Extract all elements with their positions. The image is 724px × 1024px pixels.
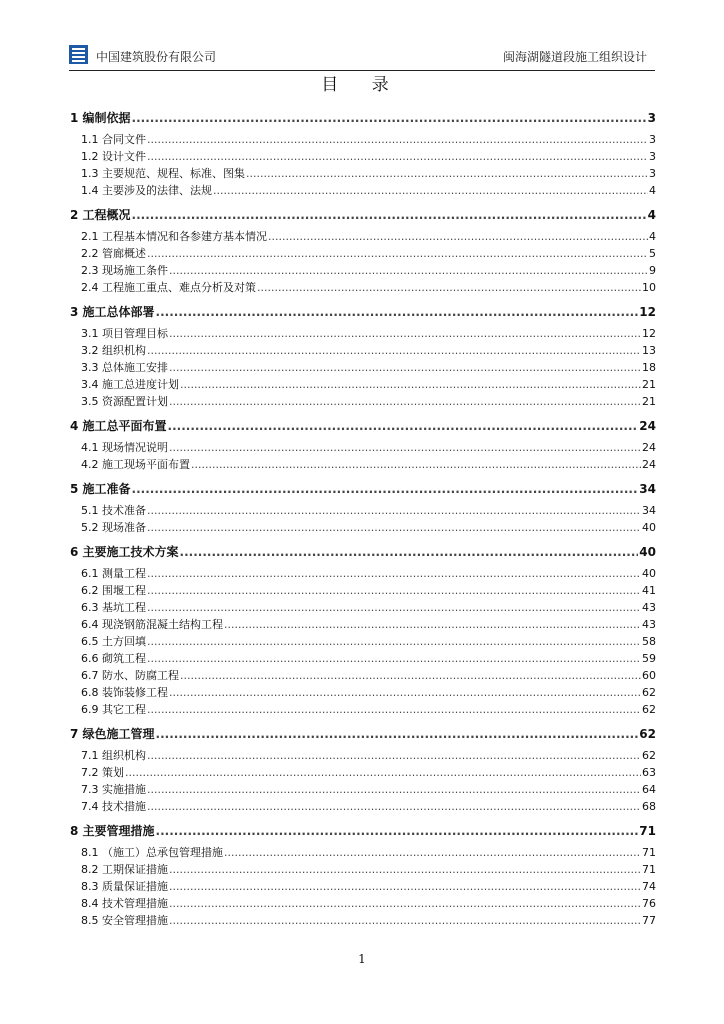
toc-entry-page: 41 — [642, 584, 656, 597]
toc-entry-title: 8.2 工期保证措施 — [81, 863, 168, 876]
toc-entry-page: 3 — [649, 150, 656, 163]
toc-entry-title: 6.2 围堰工程 — [81, 584, 146, 597]
toc-entry-level1[interactable] — [70, 205, 656, 226]
toc-entry-level1[interactable] — [70, 724, 656, 745]
toc-section — [70, 724, 656, 815]
toc-entry-level2[interactable] — [70, 747, 656, 764]
toc-entry-level1[interactable] — [70, 416, 656, 437]
dot-leader — [257, 279, 641, 296]
toc-entry-title: 6.4 现浇钢筋混凝土结构工程 — [81, 618, 223, 631]
toc-entry-page: 71 — [642, 846, 656, 859]
toc-entry-page: 10 — [642, 281, 656, 294]
toc-entry-title: 8.1 （施工）总承包管理措施 — [81, 846, 223, 859]
dot-leader — [169, 684, 641, 701]
toc-entry-page: 40 — [642, 521, 656, 534]
toc-entry-level1[interactable] — [70, 821, 656, 842]
toc-entry-page: 43 — [642, 618, 656, 631]
toc-entry-level2[interactable] — [70, 228, 656, 245]
toc-entry-page: 43 — [642, 601, 656, 614]
toc-entry-title: 3.4 施工总进度计划 — [81, 378, 179, 391]
toc-entry-level2[interactable] — [70, 912, 656, 929]
toc-entry-title: 1.3 主要规范、规程、标准、图集 — [81, 167, 245, 180]
toc-entry-title: 1.4 主要涉及的法律、法规 — [81, 184, 212, 197]
toc-entry-level2[interactable] — [70, 764, 656, 781]
toc-entry-page: 34 — [639, 482, 656, 496]
dot-leader — [147, 131, 648, 148]
toc-entry-page: 77 — [642, 914, 656, 927]
toc-entry-title: 3 施工总体部署 — [70, 305, 155, 319]
toc-entry-level1[interactable] — [70, 479, 656, 500]
toc-entry-title: 7.3 实施措施 — [81, 783, 146, 796]
toc-entry-level2[interactable] — [70, 861, 656, 878]
toc-entry-level2[interactable] — [70, 667, 656, 684]
toc-entry-title: 6.3 基坑工程 — [81, 601, 146, 614]
toc-entry-title: 8.4 技术管理措施 — [81, 897, 168, 910]
dot-leader — [132, 205, 647, 226]
toc-entry-title: 2.4 工程施工重点、难点分析及对策 — [81, 281, 256, 294]
dot-leader — [147, 245, 648, 262]
toc-entry-level2[interactable] — [70, 439, 656, 456]
toc-entry-title: 3.1 项目管理目标 — [81, 327, 168, 340]
toc-entry-page: 4 — [649, 230, 656, 243]
toc-entry-page: 5 — [649, 247, 656, 260]
dot-leader — [168, 416, 639, 437]
toc-entry-page: 24 — [642, 441, 656, 454]
dot-leader — [147, 781, 641, 798]
toc-entry-title: 6.8 装饰装修工程 — [81, 686, 168, 699]
toc-entry-title: 5.1 技术准备 — [81, 504, 146, 517]
toc-entry-page: 18 — [642, 361, 656, 374]
toc-entry-level2[interactable] — [70, 502, 656, 519]
toc-entry-title: 7.4 技术措施 — [81, 800, 146, 813]
toc-entry-page: 40 — [639, 545, 656, 559]
toc-section — [70, 108, 656, 199]
dot-leader — [191, 456, 641, 473]
toc-entry-title: 8 主要管理措施 — [70, 824, 155, 838]
toc-entry-title: 4.1 现场情况说明 — [81, 441, 168, 454]
toc-entry-page: 12 — [642, 327, 656, 340]
dot-leader — [147, 798, 641, 815]
toc-entry-level2[interactable] — [70, 565, 656, 582]
dot-leader — [132, 479, 639, 500]
toc-entry-page: 24 — [639, 419, 656, 433]
toc-entry-title: 1.2 设计文件 — [81, 150, 146, 163]
toc-entry-level2[interactable] — [70, 131, 656, 148]
dot-leader — [169, 393, 641, 410]
toc-entry-page: 74 — [642, 880, 656, 893]
dot-leader — [147, 650, 641, 667]
table-of-contents — [70, 108, 656, 935]
toc-entry-level1[interactable] — [70, 542, 656, 563]
toc-entry-level1[interactable] — [70, 302, 656, 323]
dot-leader — [156, 302, 639, 323]
toc-entry-level2[interactable] — [70, 376, 656, 393]
toc-entry-page: 4 — [647, 208, 656, 222]
document-title: 闽海湖隧道段施工组织设计 — [502, 50, 647, 64]
dot-leader — [156, 821, 639, 842]
toc-entry-level2[interactable] — [70, 393, 656, 410]
toc-entry-level2[interactable] — [70, 684, 656, 701]
toc-entry-page: 40 — [642, 567, 656, 580]
toc-entry-page: 21 — [642, 395, 656, 408]
dot-leader — [147, 342, 641, 359]
toc-entry-level2[interactable] — [70, 148, 656, 165]
toc-entry-page: 12 — [639, 305, 656, 319]
toc-entry-level2[interactable] — [70, 279, 656, 296]
dot-leader — [169, 861, 641, 878]
toc-entry-page: 3 — [649, 167, 656, 180]
toc-entry-level2[interactable] — [70, 342, 656, 359]
dot-leader — [169, 439, 641, 456]
toc-entry-page: 58 — [642, 635, 656, 648]
toc-entry-page: 4 — [649, 184, 656, 197]
dot-leader — [169, 912, 641, 929]
toc-entry-page: 68 — [642, 800, 656, 813]
toc-entry-level2[interactable] — [70, 582, 656, 599]
toc-entry-title: 2 工程概况 — [70, 208, 131, 222]
toc-entry-page: 34 — [642, 504, 656, 517]
dot-leader — [169, 878, 641, 895]
toc-entry-title: 6.5 土方回填 — [81, 635, 146, 648]
dot-leader — [180, 667, 641, 684]
toc-entry-level2[interactable] — [70, 650, 656, 667]
dot-leader — [147, 502, 641, 519]
toc-entry-title: 3.3 总体施工安排 — [81, 361, 168, 374]
dot-leader — [125, 764, 641, 781]
toc-section — [70, 479, 656, 536]
dot-leader — [147, 148, 648, 165]
dot-leader — [147, 633, 641, 650]
toc-entry-level2[interactable] — [70, 182, 656, 199]
toc-entry-page: 71 — [642, 863, 656, 876]
toc-entry-level2[interactable] — [70, 895, 656, 912]
dot-leader — [147, 519, 641, 536]
toc-entry-title: 3.2 组织机构 — [81, 344, 146, 357]
toc-entry-level2[interactable] — [70, 599, 656, 616]
toc-entry-level1[interactable] — [70, 108, 656, 129]
toc-entry-level2[interactable] — [70, 701, 656, 718]
toc-entry-title: 1.1 合同文件 — [81, 133, 146, 146]
dot-leader — [169, 895, 641, 912]
toc-entry-page: 60 — [642, 669, 656, 682]
toc-entry-title: 2.2 管廊概述 — [81, 247, 146, 260]
toc-entry-title: 3.5 资源配置计划 — [81, 395, 168, 408]
toc-entry-page: 59 — [642, 652, 656, 665]
toc-entry-title: 2.3 现场施工条件 — [81, 264, 168, 277]
dot-leader — [224, 844, 641, 861]
toc-heading: 目 录 — [321, 75, 403, 95]
company-logo-icon — [69, 45, 88, 64]
toc-entry-page: 62 — [639, 727, 656, 741]
toc-entry-title: 5 施工准备 — [70, 482, 131, 496]
toc-entry-level2[interactable] — [70, 878, 656, 895]
toc-section — [70, 542, 656, 718]
page-number: 1 — [358, 952, 366, 966]
toc-entry-title: 2.1 工程基本情况和各参建方基本情况 — [81, 230, 267, 243]
company-name: 中国建筑股份有限公司 — [96, 50, 217, 64]
toc-entry-level2[interactable] — [70, 633, 656, 650]
toc-section — [70, 416, 656, 473]
dot-leader — [213, 182, 648, 199]
toc-entry-level2[interactable] — [70, 325, 656, 342]
toc-entry-title: 7.2 策划 — [81, 766, 124, 779]
toc-entry-title: 6.6 砌筑工程 — [81, 652, 146, 665]
toc-entry-title: 6.1 测量工程 — [81, 567, 146, 580]
dot-leader — [147, 582, 641, 599]
toc-entry-level2[interactable] — [70, 844, 656, 861]
dot-leader — [224, 616, 641, 633]
toc-entry-page: 24 — [642, 458, 656, 471]
toc-entry-level2[interactable] — [70, 519, 656, 536]
toc-section — [70, 205, 656, 296]
toc-entry-page: 62 — [642, 703, 656, 716]
toc-entry-title: 8.3 质量保证措施 — [81, 880, 168, 893]
toc-entry-level2[interactable] — [70, 616, 656, 633]
dot-leader — [147, 599, 641, 616]
dot-leader — [169, 359, 641, 376]
dot-leader — [169, 325, 641, 342]
dot-leader — [156, 724, 639, 745]
dot-leader — [132, 108, 647, 129]
toc-entry-page: 13 — [642, 344, 656, 357]
toc-entry-page: 62 — [642, 686, 656, 699]
toc-entry-page: 63 — [642, 766, 656, 779]
toc-entry-title: 1 编制依据 — [70, 111, 131, 125]
toc-entry-title: 4.2 施工现场平面布置 — [81, 458, 190, 471]
toc-entry-page: 3 — [647, 111, 656, 125]
toc-entry-title: 6.7 防水、防腐工程 — [81, 669, 179, 682]
toc-entry-page: 9 — [649, 264, 656, 277]
toc-entry-page: 64 — [642, 783, 656, 796]
dot-leader — [147, 747, 641, 764]
toc-section — [70, 821, 656, 929]
dot-leader — [169, 262, 648, 279]
toc-entry-page: 76 — [642, 897, 656, 910]
dot-leader — [180, 376, 641, 393]
toc-entry-title: 6 主要施工技术方案 — [70, 545, 179, 559]
toc-entry-level2[interactable] — [70, 165, 656, 182]
toc-entry-page: 62 — [642, 749, 656, 762]
toc-entry-title: 6.9 其它工程 — [81, 703, 146, 716]
toc-entry-title: 5.2 现场准备 — [81, 521, 146, 534]
toc-entry-level2[interactable] — [70, 456, 656, 473]
dot-leader — [147, 701, 641, 718]
toc-entry-page: 21 — [642, 378, 656, 391]
dot-leader — [147, 565, 641, 582]
toc-entry-level2[interactable] — [70, 262, 656, 279]
toc-entry-title: 7 绿色施工管理 — [70, 727, 155, 741]
toc-section — [70, 302, 656, 410]
toc-entry-level2[interactable] — [70, 359, 656, 376]
toc-entry-title: 4 施工总平面布置 — [70, 419, 167, 433]
toc-entry-page: 71 — [639, 824, 656, 838]
dot-leader — [246, 165, 648, 182]
dot-leader — [268, 228, 648, 245]
toc-entry-level2[interactable] — [70, 781, 656, 798]
toc-entry-title: 8.5 安全管理措施 — [81, 914, 168, 927]
toc-entry-level2[interactable] — [70, 245, 656, 262]
toc-entry-page: 3 — [649, 133, 656, 146]
toc-entry-title: 7.1 组织机构 — [81, 749, 146, 762]
toc-entry-level2[interactable] — [70, 798, 656, 815]
page-header — [69, 44, 655, 71]
dot-leader — [180, 542, 639, 563]
